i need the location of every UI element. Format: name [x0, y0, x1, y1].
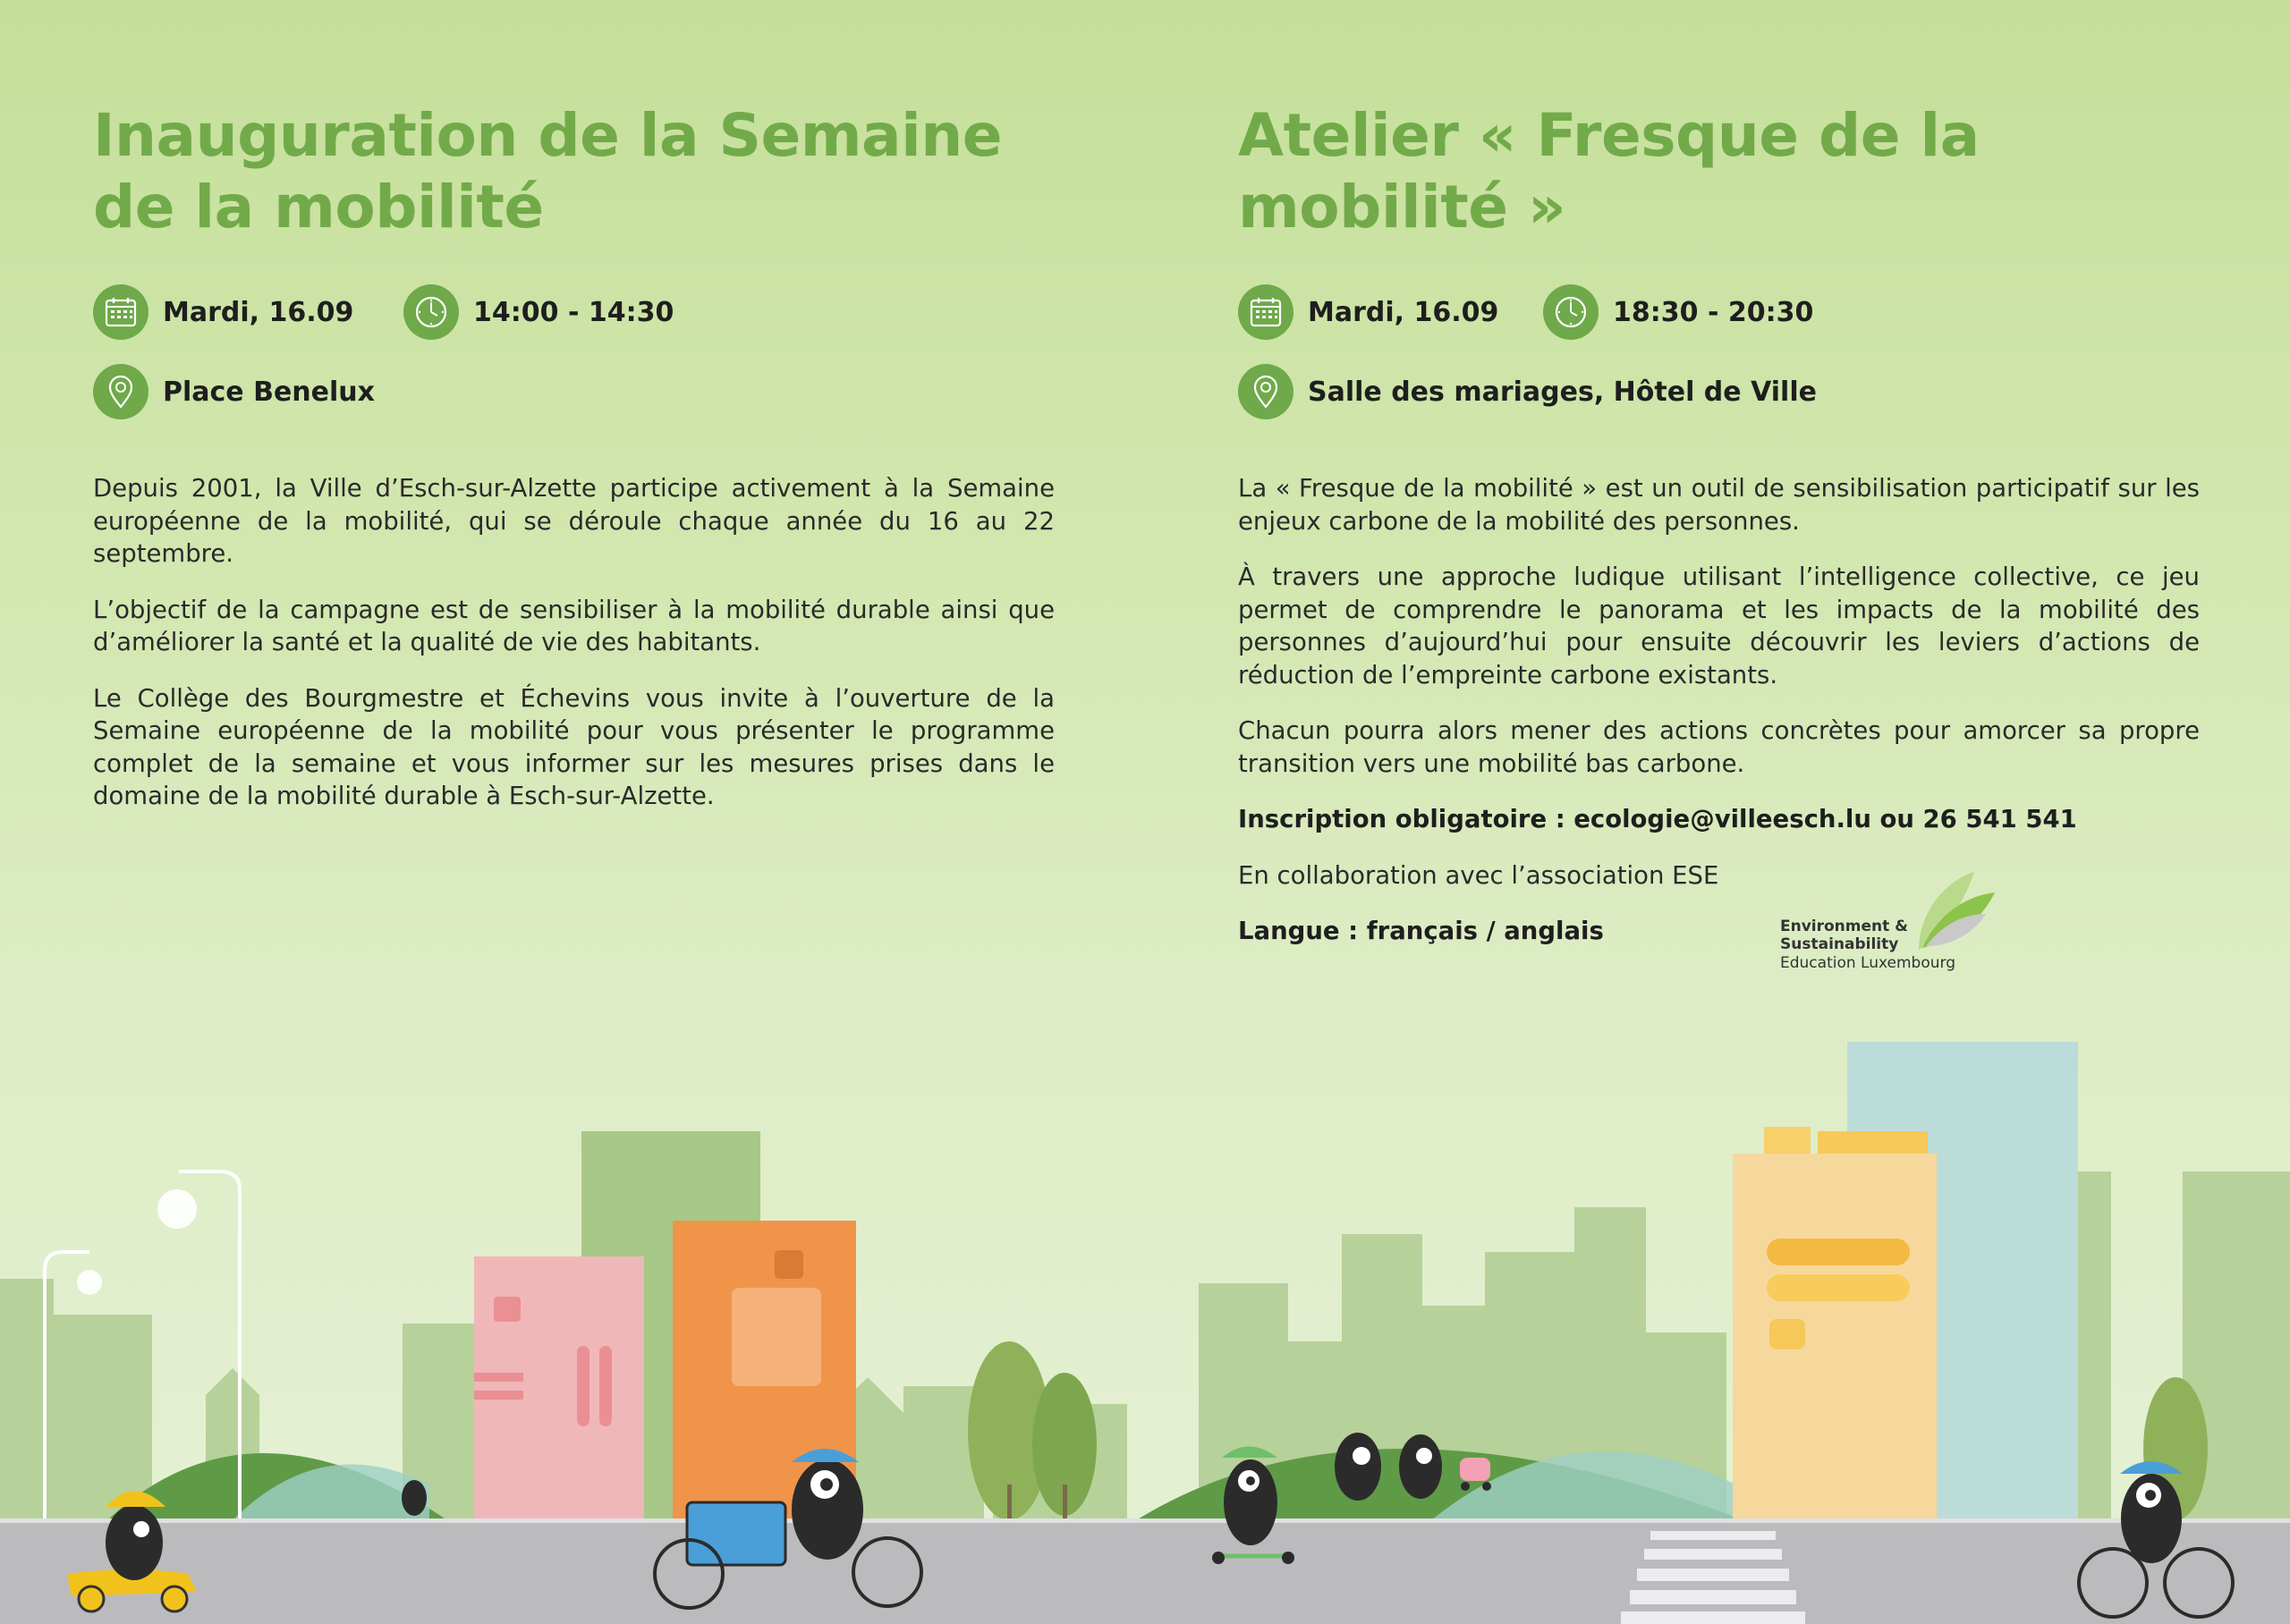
- event-date: [93, 284, 353, 340]
- event-title-line1: Atelier « Fresque de la: [1238, 101, 1980, 170]
- clock-icon: [403, 284, 459, 340]
- logo-line3: Education Luxembourg: [1780, 954, 1955, 972]
- registration-info: Inscription obligatoire : ecologie@villeesch.lu ou 26 541 541: [1238, 805, 2077, 833]
- event-fresque: [1238, 100, 2200, 971]
- event-date-text: Mardi, 16.09: [1308, 296, 1499, 328]
- collaboration-note: En collaboration avec l’association ESE: [1238, 860, 1719, 890]
- paragraph: La « Fresque de la mobilité » est un outil de sensibilisation participatif sur les enjeux carbone de la mobilité des personnes.: [1238, 474, 2200, 536]
- paragraph: Chacun pourra alors mener des actions concrètes pour amorcer sa propre transition vers une mobilité bas carbone.: [1238, 716, 2200, 778]
- clock-icon: [1543, 284, 1599, 340]
- small-pedestrian-illustration: [402, 1480, 427, 1516]
- event-meta: [93, 284, 1055, 445]
- paragraph: À travers une approche ludique utilisant l’intelligence collective, ce jeu permet de comprendre le panorama et les impacts de la mobilité des personnes d’aujourd’hui pour ensuite découvrir les leviers d’actions de réduction de l’empreinte carbone existants.: [1238, 562, 2200, 689]
- leaf-icon: [1910, 867, 1999, 957]
- paragraph: Le Collège des Bourgmestre et Échevins vous invite à l’ouverture de la Semaine européenne de la mobilité pour vous présenter le programme complet de la semaine et vous informer sur les mesures prises dans le domaine de la mobilité durable à Esch-sur-Alzette.: [93, 683, 1055, 810]
- event-place: [93, 364, 375, 419]
- event-inauguration: [93, 100, 1055, 836]
- event-title-line2: mobilité »: [1238, 173, 1566, 241]
- paragraph: L’objectif de la campagne est de sensibiliser à la mobilité durable ainsi que d’améliorer la santé et la qualité de vie des habitants.: [93, 595, 1055, 656]
- event-date-text: Mardi, 16.09: [163, 296, 354, 328]
- logo-line1: Environment &: [1780, 918, 1909, 935]
- calendar-icon: [93, 284, 148, 340]
- ese-logo: [1780, 867, 2013, 984]
- event-time: [403, 284, 674, 340]
- calendar-icon: [1238, 284, 1293, 340]
- event-title: [1238, 100, 2159, 243]
- event-title-line1: Inauguration de la Semaine: [93, 101, 1002, 170]
- event-description: [93, 472, 1055, 813]
- event-place-text: Salle des mariages, Hôtel de Ville: [1308, 376, 1817, 408]
- building-yellow: [1733, 1154, 1937, 1520]
- road: [0, 1520, 2290, 1624]
- event-description: [1238, 472, 2200, 948]
- event-date: [1238, 284, 1498, 340]
- event-place-text: Place Benelux: [163, 376, 375, 408]
- logo-line2: Sustainability: [1780, 935, 1899, 953]
- event-place: [1238, 364, 1817, 419]
- event-meta: [1238, 284, 2200, 445]
- event-title: [93, 100, 1014, 243]
- location-pin-icon: [1238, 364, 1293, 419]
- event-time-text: 14:00 - 14:30: [473, 296, 674, 328]
- paragraph: Depuis 2001, la Ville d’Esch-sur-Alzette participe activement à la Semaine européenne de la mobilité, qui se déroule chaque année du 16 au 22 septembre.: [93, 474, 1055, 568]
- event-time: [1543, 284, 1813, 340]
- language-info: Langue : français / anglais: [1238, 917, 1604, 945]
- event-time-text: 18:30 - 20:30: [1613, 296, 1814, 328]
- building-pink: [474, 1256, 644, 1520]
- location-pin-icon: [93, 364, 148, 419]
- city-street-illustration: [0, 984, 2290, 1624]
- event-title-line2: de la mobilité: [93, 173, 544, 241]
